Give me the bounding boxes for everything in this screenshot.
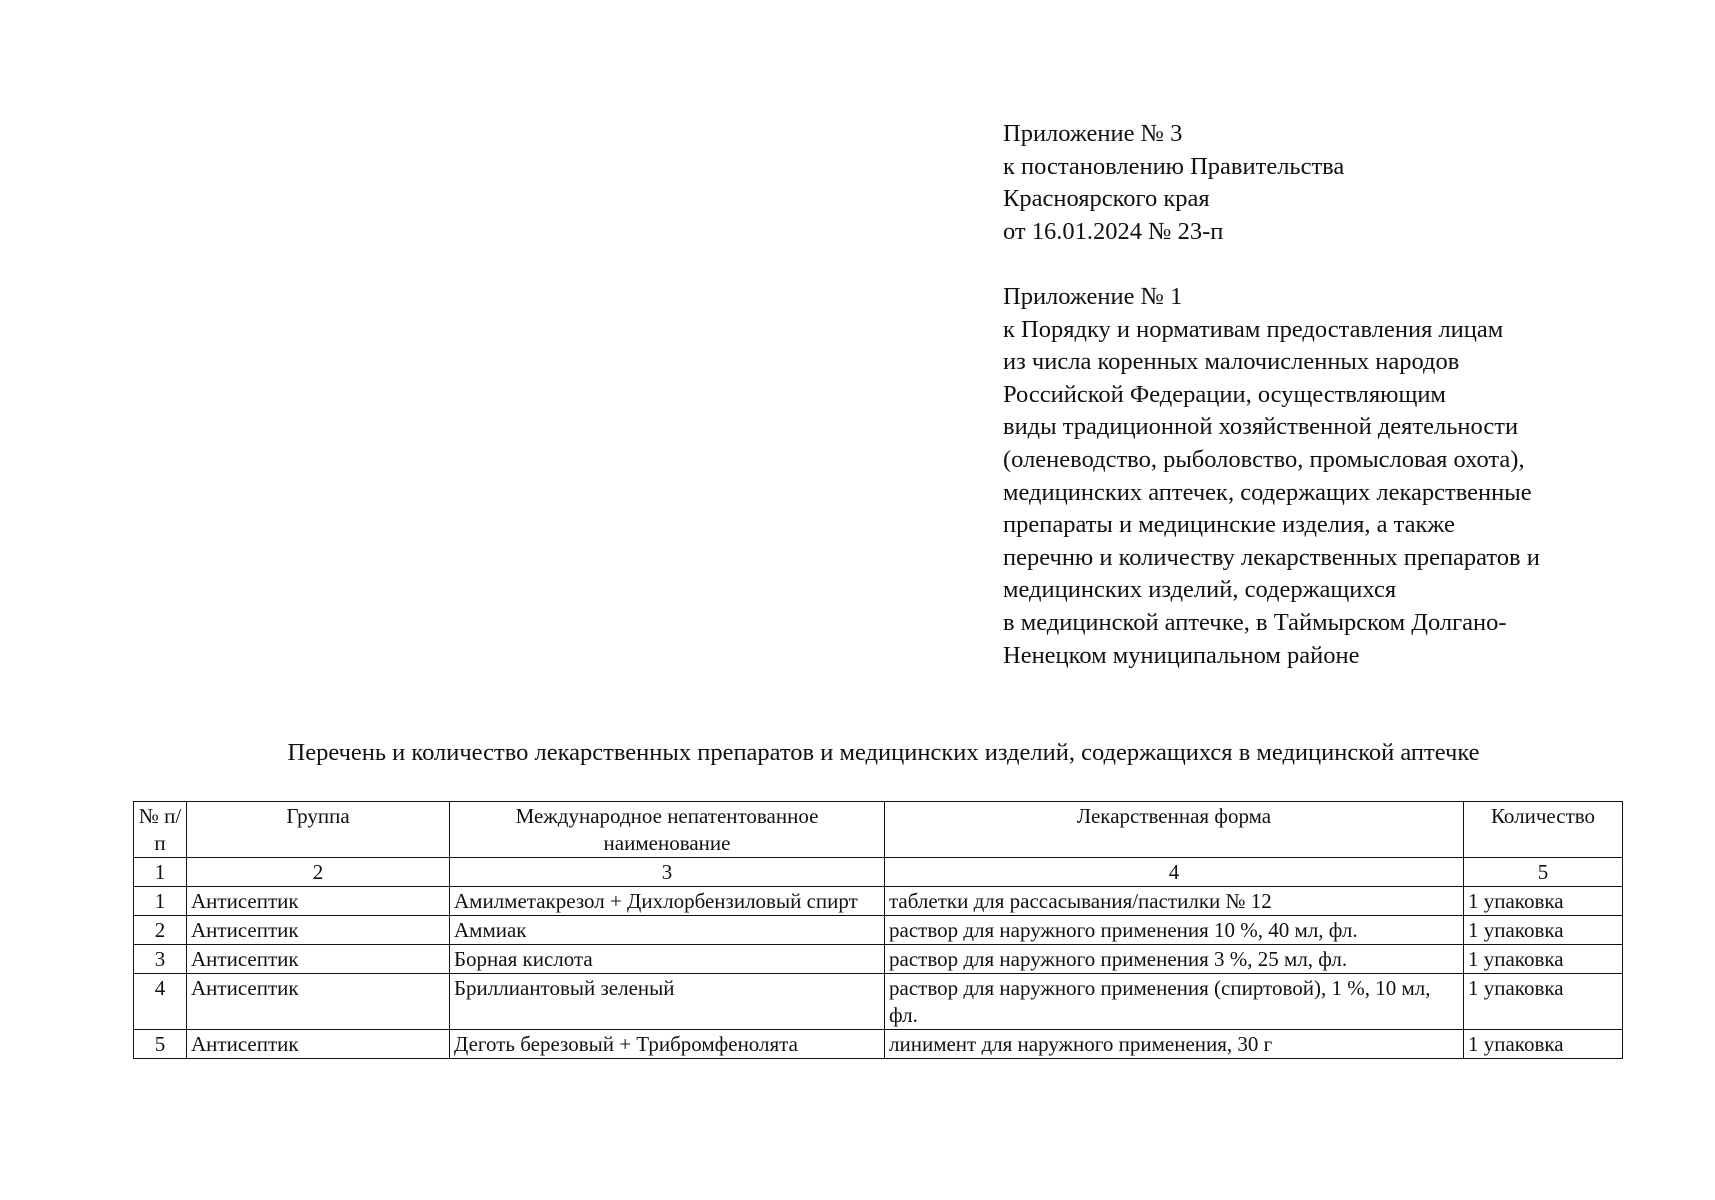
row-name: Борная кислота: [450, 945, 885, 974]
header-line: виды традиционной хозяйственной деятельности: [1003, 413, 1519, 441]
header-name: Международное непатентованное наименование: [450, 802, 885, 858]
row-group: Антисептик: [187, 974, 450, 1030]
header-line: медицинских аптечек, содержащих лекарственные: [1003, 478, 1532, 506]
row-num: 4: [134, 974, 187, 1030]
row-name: Амилметакрезол + Дихлорбензиловый спирт: [450, 887, 885, 916]
row-group: Антисептик: [187, 916, 450, 945]
header-line: медицинских изделий, содержащихся: [1003, 576, 1397, 604]
row-num: 5: [134, 1030, 187, 1059]
header-line: препараты и медицинские изделия, а также: [1003, 511, 1455, 539]
row-form: раствор для наружного применения 10 %, 40 мл, фл.: [885, 916, 1464, 945]
row-num: 3: [134, 945, 187, 974]
column-number-row: [134, 858, 1623, 887]
row-num: 1: [134, 887, 187, 916]
header-line: к постановлению Правительства: [1003, 152, 1345, 180]
table-row: [134, 945, 1623, 974]
header-spacer: [1003, 248, 1683, 281]
row-qty: 1 упаковка: [1464, 916, 1623, 945]
medicines-table: [133, 801, 1623, 1059]
column-number: 5: [1464, 858, 1623, 887]
row-name: Бриллиантовый зеленый: [450, 974, 885, 1030]
row-group: Антисептик: [187, 1030, 450, 1059]
appendix-header: [1003, 118, 1683, 672]
table-row: [134, 916, 1623, 945]
column-number: 1: [134, 858, 187, 887]
table-row: [134, 974, 1623, 1030]
table-header-row: [134, 802, 1623, 858]
header-line: Ненецком муниципальном районе: [1003, 641, 1360, 669]
header-line: Приложение № 1: [1003, 282, 1183, 310]
row-name: Аммиак: [450, 916, 885, 945]
header-line: перечню и количеству лекарственных препаратов и: [1003, 543, 1540, 571]
table-head: [134, 802, 1623, 887]
row-form: линимент для наружного применения, 30 г: [885, 1030, 1464, 1059]
column-number: 2: [187, 858, 450, 887]
header-line: Приложение № 3: [1003, 120, 1183, 147]
header-num: № п/п: [134, 802, 187, 858]
row-name: Деготь березовый + Трибромфенолята: [450, 1030, 885, 1059]
header-form: Лекарственная форма: [885, 802, 1464, 858]
column-number: 4: [885, 858, 1464, 887]
header-line: из числа коренных малочисленных народов: [1003, 348, 1460, 376]
header-qty: Количество: [1464, 802, 1623, 858]
table-row: [134, 1030, 1623, 1059]
header-line: Российской Федерации, осуществляющим: [1003, 380, 1446, 408]
document-title-text: Перечень и количество лекарственных препаратов и медицинских изделий, содержащихся в медицинской аптечке: [287, 739, 1480, 766]
row-form: раствор для наружного применения (спиртовой), 1 %, 10 мл, фл.: [885, 974, 1464, 1030]
row-form: раствор для наружного применения 3 %, 25 мл, фл.: [885, 945, 1464, 974]
row-qty: 1 упаковка: [1464, 945, 1623, 974]
row-group: Антисептик: [187, 887, 450, 916]
header-line: в медицинской аптечке, в Таймырском Долгано-: [1003, 608, 1507, 636]
header-line: к Порядку и нормативам предоставления лицам: [1003, 315, 1504, 343]
table-row: [134, 887, 1623, 916]
document-title: [0, 738, 1715, 768]
row-qty: 1 упаковка: [1464, 1030, 1623, 1059]
column-number: 3: [450, 858, 885, 887]
row-form: таблетки для рассасывания/пастилки № 12: [885, 887, 1464, 916]
header-line: (оленеводство, рыболовство, промысловая охота),: [1003, 445, 1525, 473]
row-qty: 1 упаковка: [1464, 974, 1623, 1030]
table-body: [134, 887, 1623, 1059]
row-qty: 1 упаковка: [1464, 887, 1623, 916]
row-group: Антисептик: [187, 945, 450, 974]
header-line: от 16.01.2024 № 23-п: [1003, 217, 1224, 245]
header-group: Группа: [187, 802, 450, 858]
header-line: Красноярского края: [1003, 185, 1210, 213]
row-num: 2: [134, 916, 187, 945]
